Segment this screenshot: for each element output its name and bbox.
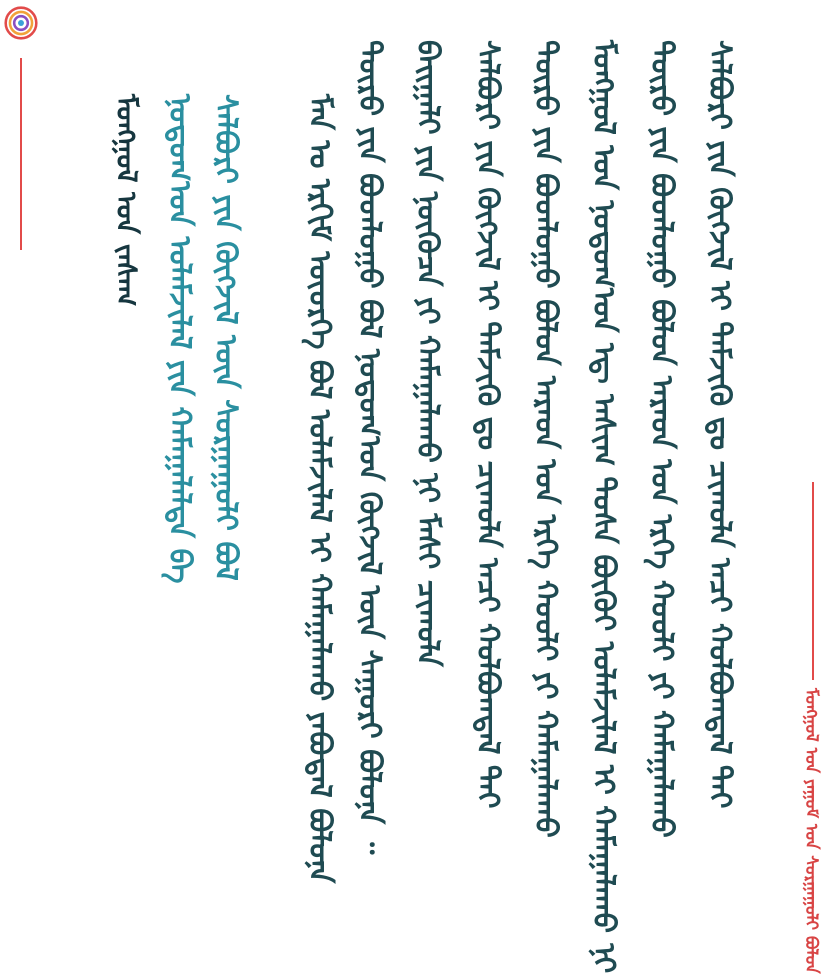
body-line: ᠮᠣᠩᠭᠣᠯ ᠤᠨ ᠨᠤᠲᠤᠭ᠎ᠤᠨ ᠡᠳ᠋ ᠠᠰᠢᠭ ᠲᠤᠰᠠ ᠪᠦᠬᠦᠢ ᠤᠯᠠᠮᠵᠢᠯᠠᠯ ᠢ ᠬᠠᠮᠠᠭᠠᠯᠠᠬᠤ ᠨᠢ <box>586 40 621 974</box>
top-left-red-rule <box>20 58 22 250</box>
spiral-logo-icon <box>4 6 38 40</box>
body-line: ᠲᠥᠷᠦ ᠶᠢᠨ ᠪᠣᠳᠯᠣᠭᠣ ᠪᠣᠯ ᠨᠤᠲᠤᠭ᠎ᠤᠨ ᠬᠥᠭᠵᠢᠯ ᠦᠨ ᠰᠠᠭᠤᠷᠢ ᠪᠣᠯᠤᠨᠠ ᠃ <box>352 40 387 855</box>
body-line: ᠰᠠᠯᠪᠤᠷᠢ ᠶᠢᠨ ᠬᠥᠭᠵᠢᠯ ᠢ ᠳᠡᠮᠵᠢᠬᠦ ᠳᠤ ᠴᠢᠬᠤᠯᠠ ᠠᠴᠢ ᠬᠣᠯᠪᠣᠭᠳᠠᠯ ᠲᠠᠢ <box>702 40 737 809</box>
title-line-2: ᠨᠤᠲᠤᠭ᠎ᠤᠨ ᠤᠯᠠᠮᠵᠢᠯᠠᠯ ᠶᠢᠨ ᠬᠠᠮᠠᠭᠠᠯᠠᠯᠲᠠ ᠪᠠ <box>162 94 197 584</box>
body-line: ᠲᠥᠷᠦ ᠶᠢᠨ ᠪᠣᠳᠯᠣᠭᠣ ᠪᠣᠯᠤᠨ ᠠᠷᠠᠳ ᠤᠨ ᠡᠷᠬᠡ ᠬᠣᠤᠯᠢ ᠶᠢ ᠬᠠᠮᠠᠭᠠᠯᠠᠬᠤ <box>528 40 563 838</box>
title-line-1: ᠮᠣᠩᠭᠣᠯ ᠤᠨ ᠵᠠᠰᠠᠭ <box>110 94 143 307</box>
body-line: ᠰᠠᠯᠪᠤᠷᠢ ᠶᠢᠨ ᠬᠥᠭᠵᠢᠯ ᠢ ᠳᠡᠮᠵᠢᠬᠦ ᠳᠤ ᠴᠢᠬᠤᠯᠠ ᠠᠴᠢ ᠬᠣᠯᠪᠣᠭᠳᠠᠯ ᠲᠠᠢ <box>470 40 505 809</box>
body-line: ᠲᠥᠷᠦ ᠶᠢᠨ ᠪᠣᠳᠯᠣᠭᠣ ᠪᠣᠯᠤᠨ ᠠᠷᠠᠳ ᠤᠨ ᠡᠷᠬᠡ ᠬᠣᠤᠯᠢ ᠶᠢ ᠬᠠᠮᠠᠭᠠᠯᠠᠬᠤ <box>644 40 679 838</box>
footer-red-rule <box>812 482 814 680</box>
footer-caption: ᠮᠣᠩᠭᠣᠯ ᠤᠨ ᠶᠠᠭᠤᠮ ᠤᠨ ᠰᠤᠷᠭᠠᠭᠤᠯᠢ ᠪᠣᠯᠤᠨ <box>801 688 821 974</box>
body-line: ᠮᠠᠨ ᠤ ᠡᠷᠬᠢᠮ ᠦᠦᠷᠭᠡ ᠪᠣᠯ ᠤᠯᠠᠮᠵᠢᠯᠠᠯ ᠢ ᠬᠠᠮᠠᠭᠠᠯᠠᠬᠤ ᠶᠠᠪᠤᠳᠠᠯ ᠪᠣᠯᠤᠨᠠ <box>302 94 337 884</box>
title-line-3: ᠰᠠᠯᠪᠤᠷᠢ ᠶᠢᠨ ᠬᠥᠭᠵᠢᠯ ᠦᠨ ᠰᠤᠷᠭᠠᠭᠤᠯᠢ ᠪᠣᠯ <box>208 94 243 581</box>
body-line: ᠪᠠᠢᠭᠠᠯᠢ ᠶᠢᠨ ᠨᠥᠭᠦᠴᠡ ᠶᠢ ᠬᠠᠮᠠᠭᠠᠯᠠᠬᠤ ᠨᠢ ᠮᠠᠰᠢ ᠴᠢᠬᠤᠯᠠ <box>410 40 445 667</box>
